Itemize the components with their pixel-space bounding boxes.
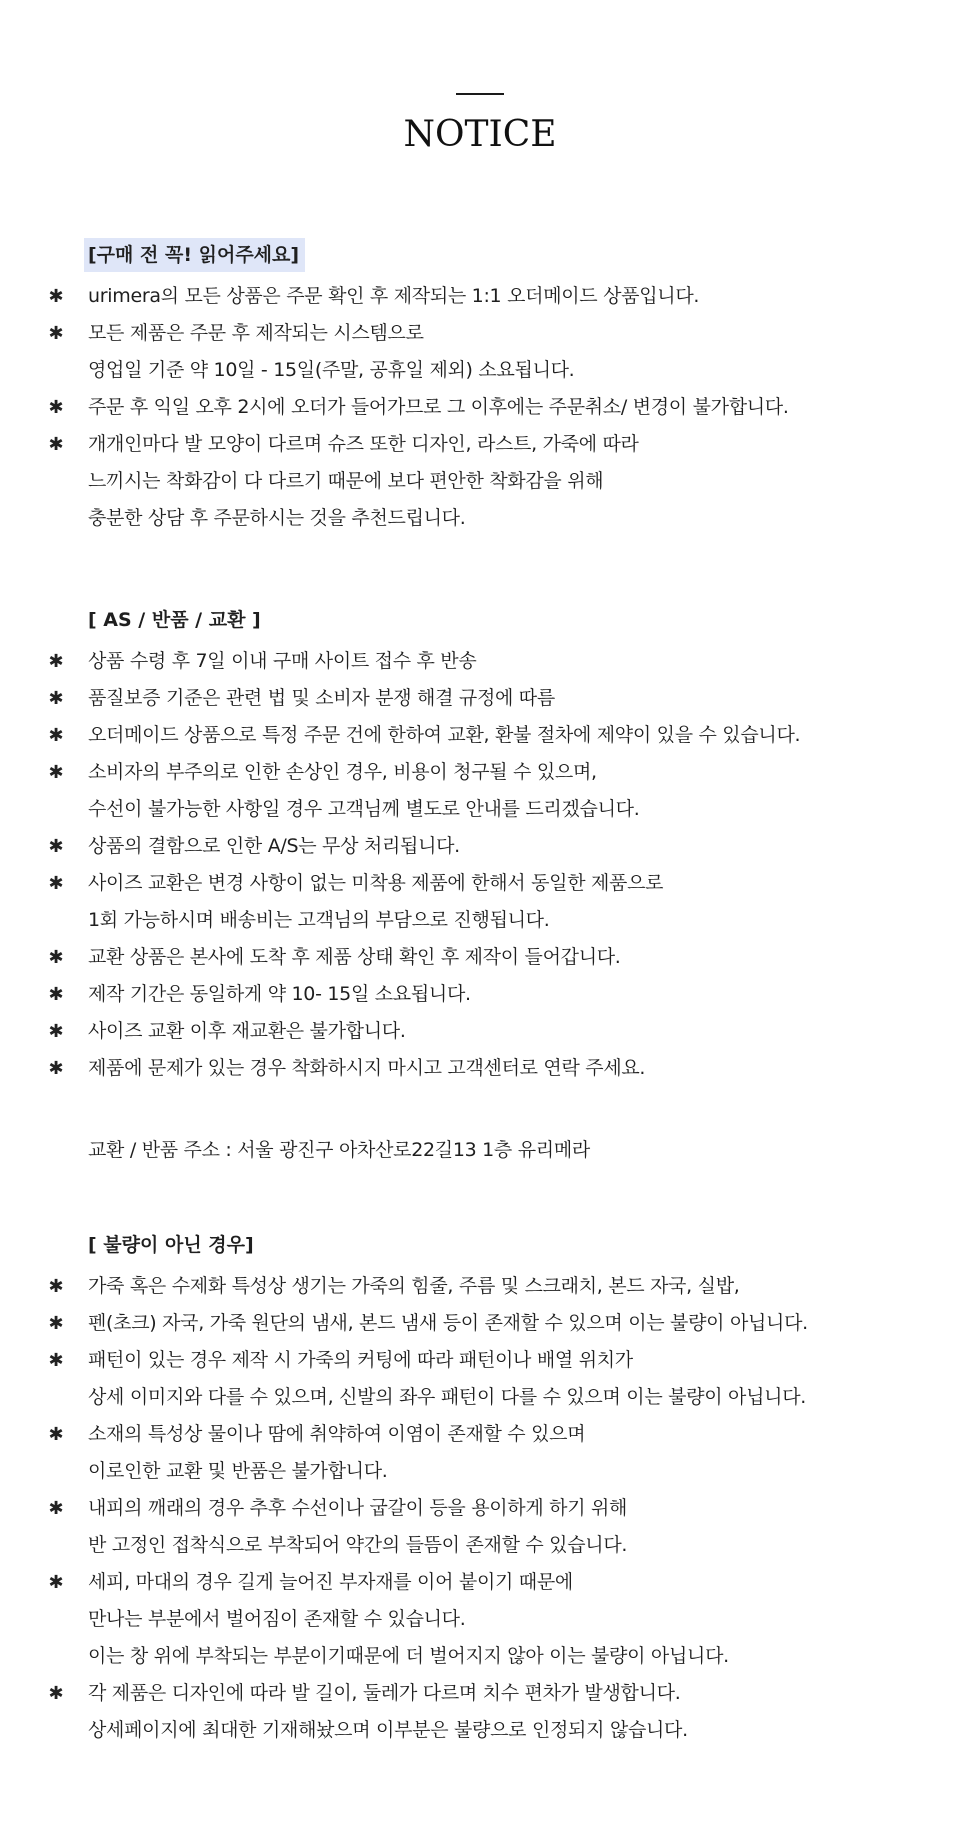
list-item-line: 상품의 결함으로 인한 A/S는 무상 처리됩니다.	[88, 835, 460, 857]
list-item-line: 내피의 깨래의 경우 추후 수선이나 굽갈이 등을 용이하게 하기 위해	[88, 1497, 628, 1519]
list-item	[0, 865, 960, 939]
list-item-line: 이는 창 위에 부착되는 부분이기때문에 더 벌어지지 않아 이는 불량이 아닙니다.	[88, 1645, 729, 1667]
section-heading: [구매 전 꼭! 읽어주세요]	[84, 238, 305, 272]
list-item	[0, 1013, 960, 1050]
list-item	[0, 389, 960, 426]
list-item	[0, 643, 960, 680]
list-item	[0, 1342, 960, 1416]
list-item	[0, 1416, 960, 1490]
asterisk-bullet-icon: ✱	[48, 947, 64, 968]
asterisk-bullet-icon: ✱	[48, 651, 64, 672]
notice-list	[0, 1268, 960, 1749]
asterisk-bullet-icon: ✱	[48, 836, 64, 857]
list-item	[0, 680, 960, 717]
asterisk-bullet-icon: ✱	[48, 688, 64, 709]
list-item-line: 수선이 불가능한 사항일 경우 고객님께 별도로 안내를 드리겠습니다.	[88, 798, 640, 820]
section-heading: [ 불량이 아닌 경우]	[88, 1234, 254, 1256]
list-item	[0, 1564, 960, 1675]
list-item	[0, 426, 960, 537]
list-item-line: 품질보증 기준은 관련 법 및 소비자 분쟁 해결 규정에 따름	[88, 687, 555, 709]
asterisk-bullet-icon: ✱	[48, 1350, 64, 1371]
list-item-line: 펜(초크) 자국, 가죽 원단의 냄새, 본드 냄새 등이 존재할 수 있으며 이는 불량이 아닙니다.	[88, 1312, 808, 1334]
list-item-line: 세피, 마대의 경우 길게 늘어진 부자재를 이어 붙이기 때문에	[88, 1571, 573, 1593]
list-item-line: 만나는 부분에서 벌어짐이 존재할 수 있습니다.	[88, 1608, 466, 1630]
asterisk-bullet-icon: ✱	[48, 984, 64, 1005]
asterisk-bullet-icon: ✱	[48, 434, 64, 455]
list-item-line: 모든 제품은 주문 후 제작되는 시스템으로	[88, 322, 424, 344]
section-heading: [ AS / 반품 / 교환 ]	[88, 609, 261, 631]
list-item-line: urimera의 모든 상품은 주문 확인 후 제작되는 1:1 오더메이드 상품입니다.	[88, 285, 700, 307]
list-item-line: 느끼시는 착화감이 다 다르기 때문에 보다 편안한 착화감을 위해	[88, 470, 604, 492]
asterisk-bullet-icon: ✱	[48, 1683, 64, 1704]
list-item-line: 반 고정인 접착식으로 부착되어 약간의 들뜸이 존재할 수 있습니다.	[88, 1534, 628, 1556]
list-item-line: 사이즈 교환 이후 재교환은 불가합니다.	[88, 1020, 406, 1042]
page-title: NOTICE	[403, 114, 557, 155]
asterisk-bullet-icon: ✱	[48, 1313, 64, 1334]
list-item	[0, 1490, 960, 1564]
list-item-line: 영업일 기준 약 10일 - 15일(주말, 공휴일 제외) 소요됩니다.	[88, 359, 575, 381]
list-item-line: 소비자의 부주의로 인한 손상인 경우, 비용이 청구될 수 있으며,	[88, 761, 597, 783]
list-item	[0, 1268, 960, 1305]
asterisk-bullet-icon: ✱	[48, 286, 64, 307]
list-item	[0, 939, 960, 976]
asterisk-bullet-icon: ✱	[48, 397, 64, 418]
list-item	[0, 315, 960, 389]
list-item-line: 오더메이드 상품으로 특정 주문 건에 한하여 교환, 환불 절차에 제약이 있을 수 있습니다.	[88, 724, 801, 746]
asterisk-bullet-icon: ✱	[48, 1276, 64, 1297]
notice-list	[0, 643, 960, 1087]
list-item-line: 1회 가능하시며 배송비는 고객님의 부담으로 진행됩니다.	[88, 909, 550, 931]
list-item-line: 제작 기간은 동일하게 약 10- 15일 소요됩니다.	[88, 983, 471, 1005]
asterisk-bullet-icon: ✱	[48, 873, 64, 894]
list-item-line: 주문 후 익일 오후 2시에 오더가 들어가므로 그 이후에는 주문취소/ 변경이 불가합니다.	[88, 396, 789, 418]
list-item-line: 제품에 문제가 있는 경우 착화하시지 마시고 고객센터로 연락 주세요.	[88, 1057, 646, 1079]
list-item-line: 상품 수령 후 7일 이내 구매 사이트 접수 후 반송	[88, 650, 477, 672]
list-item	[0, 828, 960, 865]
list-item-line: 상세페이지에 최대한 기재해놨으며 이부분은 불량으로 인정되지 않습니다.	[88, 1719, 688, 1741]
list-item	[0, 976, 960, 1013]
asterisk-bullet-icon: ✱	[48, 1058, 64, 1079]
list-item	[0, 754, 960, 828]
list-item-line: 패턴이 있는 경우 제작 시 가죽의 커팅에 따라 패턴이나 배열 위치가	[88, 1349, 633, 1371]
return-address: 교환 / 반품 주소 : 서울 광진구 아차산로22길13 1층 유리메라	[88, 1139, 590, 1161]
list-item-line: 개개인마다 발 모양이 다르며 슈즈 또한 디자인, 라스트, 가죽에 따라	[88, 433, 639, 455]
list-item	[0, 1675, 960, 1749]
list-item-line: 사이즈 교환은 변경 사항이 없는 미착용 제품에 한해서 동일한 제품으로	[88, 872, 664, 894]
asterisk-bullet-icon: ✱	[48, 725, 64, 746]
asterisk-bullet-icon: ✱	[48, 1424, 64, 1445]
asterisk-bullet-icon: ✱	[48, 1021, 64, 1042]
asterisk-bullet-icon: ✱	[48, 1572, 64, 1593]
asterisk-bullet-icon: ✱	[48, 323, 64, 344]
asterisk-bullet-icon: ✱	[48, 1498, 64, 1519]
list-item	[0, 1050, 960, 1087]
list-item	[0, 717, 960, 754]
list-item	[0, 278, 960, 315]
list-item-line: 충분한 상담 후 주문하시는 것을 추천드립니다.	[88, 507, 466, 529]
list-item-line: 소재의 특성상 물이나 땀에 취약하여 이염이 존재할 수 있으며	[88, 1423, 586, 1445]
notice-list	[0, 278, 960, 537]
list-item-line: 각 제품은 디자인에 따라 발 길이, 둘레가 다르며 치수 편차가 발생합니다.	[88, 1682, 681, 1704]
list-item-line: 가죽 혹은 수제화 특성상 생기는 가죽의 힘줄, 주름 및 스크래치, 본드 자국, 실밥,	[88, 1275, 740, 1297]
list-item-line: 교환 상품은 본사에 도착 후 제품 상태 확인 후 제작이 들어갑니다.	[88, 946, 621, 968]
list-item	[0, 1305, 960, 1342]
title-rule	[456, 93, 504, 95]
asterisk-bullet-icon: ✱	[48, 762, 64, 783]
list-item-line: 상세 이미지와 다를 수 있으며, 신발의 좌우 패턴이 다를 수 있으며 이는 불량이 아닙니다.	[88, 1386, 806, 1408]
list-item-line: 이로인한 교환 및 반품은 불가합니다.	[88, 1460, 388, 1482]
